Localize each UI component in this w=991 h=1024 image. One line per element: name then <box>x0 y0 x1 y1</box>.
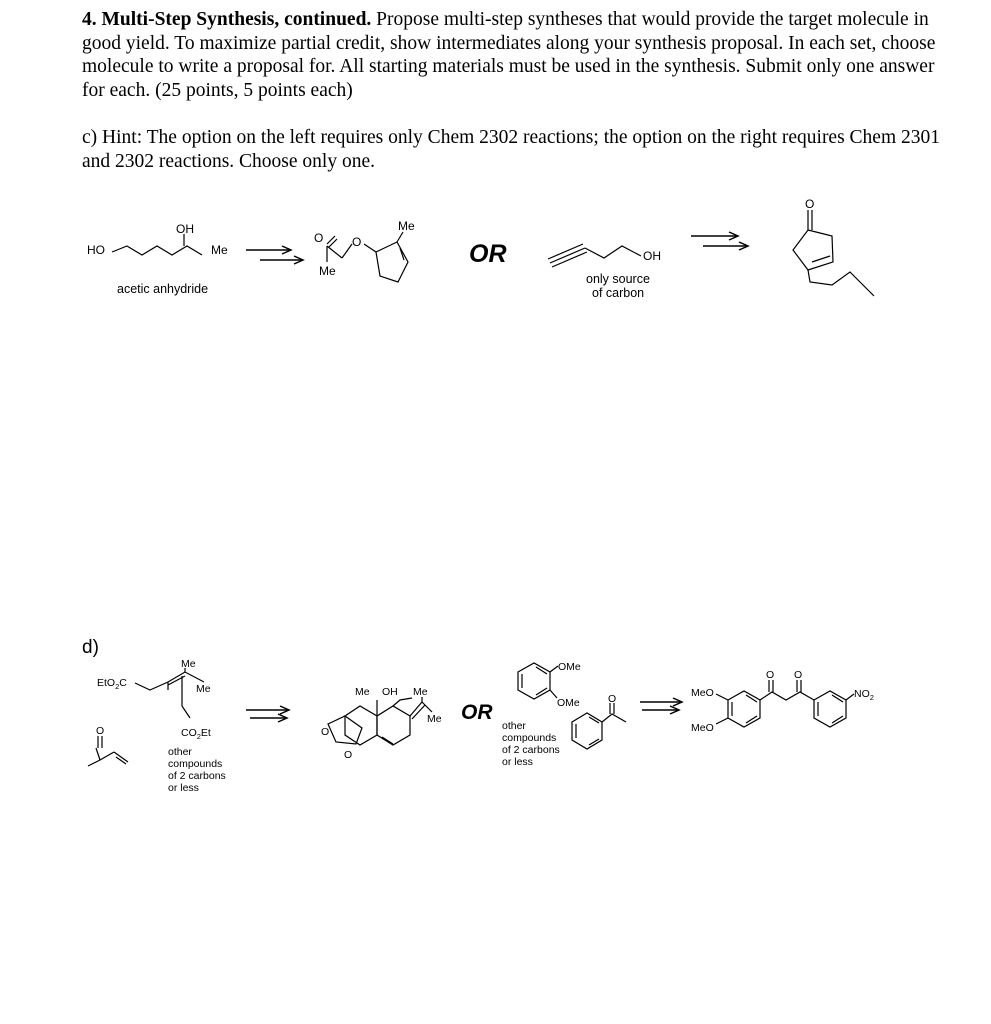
ome-label: OMe <box>557 697 580 709</box>
oh-label: OH <box>382 686 398 698</box>
me-label: Me <box>427 713 442 725</box>
intro-text: Propose multi-step syntheses that would provide the target molecule in good yield. To maximize partial credit, show intermediates along your synthesis proposal. In each set, choose molecule to write a proposal for. All starting materials must be used in the synthesis. Submit only one answer for each. (25 points, 5 points each) <box>82 9 936 101</box>
part-c-right-starting-material <box>548 244 661 267</box>
note-line: compounds <box>502 732 557 744</box>
part-c-right-arrows <box>691 232 748 250</box>
note-line: of 2 carbons <box>168 770 226 782</box>
ketone-o-label: O <box>794 669 803 681</box>
question-heading: 4. Multi-Step Synthesis, continued. <box>82 9 372 30</box>
ester-o-label: O <box>352 235 362 249</box>
oh-label: OH <box>643 249 661 263</box>
me-label: Me <box>196 683 211 695</box>
note-line: other <box>502 720 526 732</box>
part-d-left-aldehyde <box>88 725 128 766</box>
carbon-source-note: only source <box>586 272 650 286</box>
note-line: of 2 carbons <box>502 744 560 756</box>
part-c-right-product <box>793 197 874 296</box>
no2-label: $NO_2$ <box>854 688 874 702</box>
or-label: OR <box>461 701 493 724</box>
me-label: Me <box>319 264 336 278</box>
me-label: Me <box>413 686 428 698</box>
carbon-source-note: of carbon <box>592 286 645 300</box>
part-d-right-arrows <box>640 698 682 714</box>
reagent-acetic-anhydride: acetic anhydride <box>117 282 209 296</box>
carbonyl-o-label: O <box>314 231 324 245</box>
note-line: or less <box>502 756 533 768</box>
part-d-right-dimethoxybenzene <box>518 661 581 709</box>
co2et-label: $CO_2Et$ <box>181 727 211 741</box>
part-d-left-other-note <box>168 746 226 794</box>
me-label: Me <box>211 243 228 257</box>
ketone-o-label: O <box>608 693 617 705</box>
ketone-o-label: O <box>766 669 775 681</box>
acetal-o-label: O <box>321 726 330 738</box>
part-c-left-arrows <box>246 246 303 264</box>
part-c-hint: c) Hint: The option on the left requires only Chem 2302 reactions; the option on the right requires Chem 2301 and 2302 reactions. Choose only one. <box>82 127 941 172</box>
part-d-right-product <box>691 669 874 734</box>
part-d-label: d) <box>82 637 99 658</box>
part-d-left-product <box>321 686 442 761</box>
me-label: Me <box>398 219 415 233</box>
ketone-o-label: O <box>805 197 815 211</box>
or-label: OR <box>469 240 507 268</box>
note-line: other <box>168 746 192 758</box>
note-line: or less <box>168 782 199 794</box>
aldehyde-o-label: O <box>96 725 105 737</box>
part-d-right-other-note <box>502 720 560 768</box>
ome-label: OMe <box>558 661 581 673</box>
part-c-left-product <box>314 219 415 282</box>
meo-label: MeO <box>691 687 714 699</box>
eto2c-label: EtO$_2$C <box>97 677 127 691</box>
acetal-o-label: O <box>344 749 353 761</box>
meo-label: MeO <box>691 722 714 734</box>
part-d-right-acetophenone <box>572 693 626 749</box>
part-d-left-arrows <box>246 706 289 722</box>
oh-label: OH <box>176 222 194 236</box>
me-label: Me <box>355 686 370 698</box>
me-label: Me <box>181 658 196 670</box>
ho-label: HO <box>87 243 105 257</box>
note-line: compounds <box>168 758 223 770</box>
part-d-left-starting-material <box>97 658 211 741</box>
part-c-left-starting-material <box>87 222 228 257</box>
